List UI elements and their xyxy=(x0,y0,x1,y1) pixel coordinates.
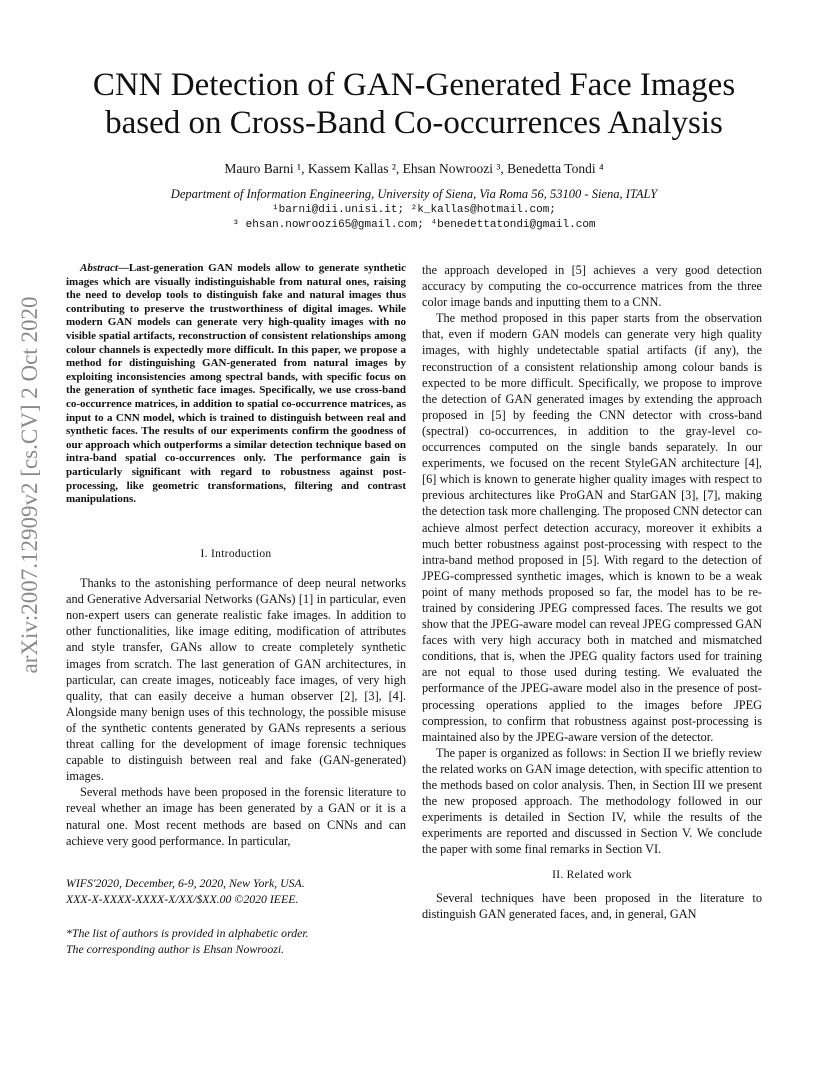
section-heading-introduction: I. Introduction xyxy=(200,548,272,560)
arxiv-sidebar xyxy=(8,295,52,675)
right-paragraph-2: The method proposed in this paper starts from the observation that, even if modern GAN models can generate very high quality images, with highly undetectable spatial artifacts (if any), the reconstruction of a consistent relationship among colour bands is expected to be more difficult. Specifically, we propose to improve the detection of GAN generated images by extending the approach proposed in [5] by feeding the CNN detector with cross-band (spectral) co-occurrences, in addition to the gray-level co-occurrences computed on the single bands separately. In our experiments, we focused on the recent StyleGAN architecture [4], [6] which is known to generate higher quality images with respect to previous architectures like ProGAN and StarGAN [3], [7], making the detection task more challenging. The proposed CNN detector can achieve almost perfect detection accuracy, moreover it exhibits a much better robustness against post-processing with respect to the intra-band method proposed in [5]. With regard to the detection of JPEG-compressed synthetic images, which is known to be a weak point of many methods proposed so far, the model has to be re-trained by considering JPEG compressed faces. The results we got show that the JPEG-aware model can reveal JPEG compressed GAN faces with very high accuracy both in matched and mismatched conditions, that is, when the JPEG quality factors used for training are not equal to those used during testing. We evaluated the performance of the JPEG-aware model also in the presence of post-processing operations applied to the images before JPEG compression, to confirm that robustness against post-processing is maintained also by the JPEG-aware version of the detector. xyxy=(422,311,762,744)
title-line-2: based on Cross-Band Co-occurrences Analysis xyxy=(105,105,723,141)
section-heading-related-work: II. Related work xyxy=(552,869,632,882)
intro-paragraph-1: Thanks to the astonishing performance of deep neural networks and Generative Adversarial Networks (GANs) [1] in particular, even non-expert users can generate realistic fake images. In addition to other functionalities, like image editing, modification of attributes and style transfer, GANs allow to create completely synthetic images from scratch. The last generation of GAN architectures, in particular, can create images, noticeably face images, of very high quality, that can easily deceive a human observer [2], [3], [4]. Alongside many benign uses of this technology, the possible misuse of the synthetic contents generated by GANs represents a serious threat calling for the development of image forensic techniques capable to distinguish between real and fake (GAN-generated) images. xyxy=(66,576,406,784)
abstract-label: Abstract xyxy=(80,262,118,274)
right-column xyxy=(422,262,762,922)
author-footnote xyxy=(66,926,406,957)
abstract xyxy=(66,262,406,507)
footnote-line-2: The corresponding author is Ehsan Nowroozi. xyxy=(66,941,285,956)
intro-paragraph-2: Several methods have been proposed in the forensic literature to reveal whether an image has been generated by a GAN or it is a natural one. Most recent methods are based on CNNs and can achieve very good performance. In particular, xyxy=(66,785,406,848)
author-list: Mauro Barni ¹, Kassem Kallas ², Ehsan Nowroozi ³, Benedetta Tondi ⁴ xyxy=(224,161,604,176)
introduction-section xyxy=(66,546,406,849)
conference-note xyxy=(66,876,406,907)
author-emails xyxy=(60,203,768,233)
footnote-line-1: *The list of authors is provided in alphabetic order. xyxy=(66,926,309,940)
right-paragraph-1: the approach developed in [5] achieves a very good detection accuracy by computing the co-occurrence matrices from the three color image bands and inputting them to a CNN. xyxy=(422,263,762,310)
right-paragraph-4: Several techniques have been proposed in the literature to distinguish GAN generated faces, and, in general, GAN xyxy=(422,890,762,921)
title-line-1: CNN Detection of GAN-Generated Face Images xyxy=(92,67,736,103)
abstract-text: —Last-generation GAN models allow to generate synthetic images which are visually indistinguishable from natural ones, raising the need to develop tools to distinguish fake and natural images thus contributing to preserve the trustworthiness of digital images. While modern GAN models can generate very high-quality images with no visible spatial artifacts, reconstruction of consistent relationships among colour channels is expectedly more difficult. In this paper, we propose a method for distinguishing GAN-generated from natural images by exploiting inconsistencies among spectral bands, with specific focus on the generation of synthetic face images. Specifically, we use cross-band co-occurrence matrices, in addition to spatial co-occurrence matrices, as input to a CNN model, which is trained to distinguish between real and synthetic faces. The results of our experiments confirm the goodness of our approach which outperforms a similar detection technique based on intra-band spatial co-occurrences only. The performance gain is particularly significant with regard to robustness against post-processing, like geometric transformations, filtering and contrast manipulations. xyxy=(66,262,406,506)
conference-line-2: XXX-X-XXXX-XXXX-X/XX/$XX.00 ©2020 IEEE. xyxy=(66,891,299,906)
right-paragraph-3: The paper is organized as follows: in Section II we briefly review the related works on GAN image detection, with specific attention to the methods based on color analysis. Then, in Section III we present the new proposed approach. The methodology followed in our experiments is detailed in Section IV, while the results of the experiments are reported and discussed in Section V. We conclude the paper with some final remarks in Section VI. xyxy=(422,745,762,857)
arxiv-identifier: arXiv:2007.12909v2 [cs.CV] 2 Oct 2020 xyxy=(17,296,42,674)
paper-title xyxy=(60,66,768,142)
affiliation: Department of Information Engineering, University of Siena, Via Roma 56, 53100 - Siena, ITALY xyxy=(170,187,658,201)
email-line-2: ³ ehsan.nowroozi65@gmail.com; ⁴benedettatondi@gmail.com xyxy=(232,219,596,231)
email-line-1: ¹barni@dii.unisi.it; ²k_kallas@hotmail.com; xyxy=(272,204,556,216)
conference-line-1: WIFS'2020, December, 6-9, 2020, New York, USA. xyxy=(66,876,305,890)
